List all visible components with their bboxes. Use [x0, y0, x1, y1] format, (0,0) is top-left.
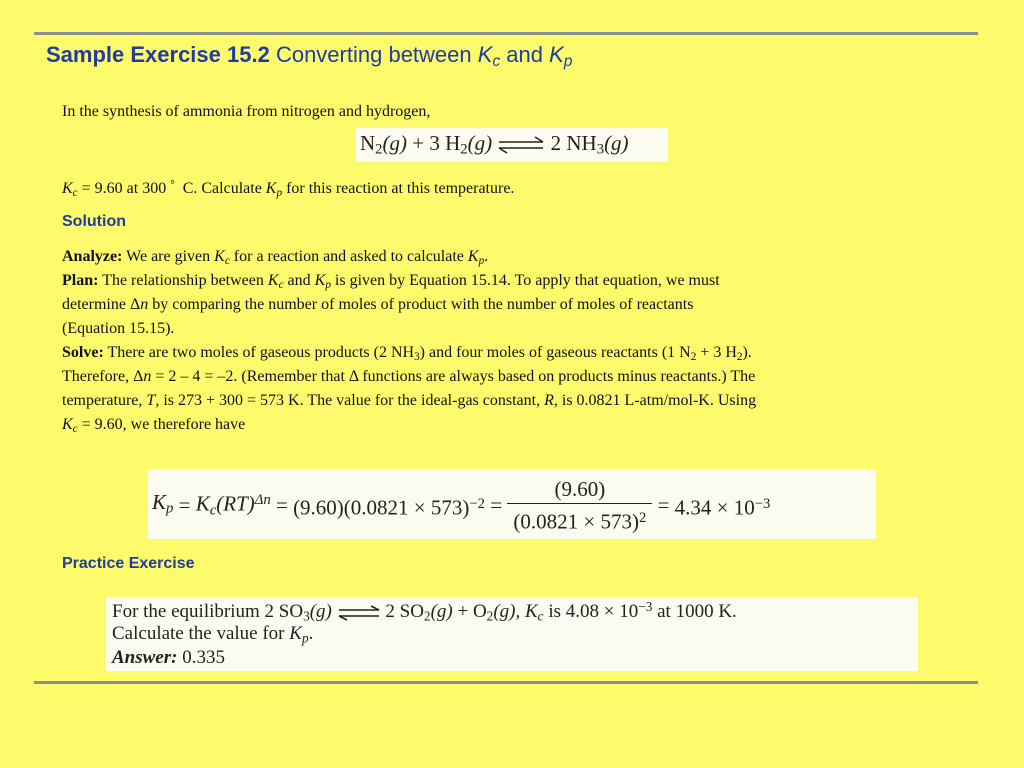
plan-line-3: (Equation 15.15).	[62, 320, 175, 337]
reaction-equation: $N_2(g) + 3$ $H_2(g)$ 2 $NH_3(g)$	[356, 128, 668, 162]
solve-line-3: temperature, T, is 273 + 300 = 573 K. The value for the ideal-gas constant, R, is 0.0821 L-atm/mol-K. Using	[62, 392, 757, 409]
practice-line-2: Calculate the value for $K_p$.	[112, 623, 314, 646]
fraction-numerator: (9.60)	[507, 475, 652, 504]
solution-heading: Solution	[62, 213, 126, 230]
plan-line-1: Plan: The relationship between $K_c$ and $K_p$ is given by Equation 15.14. To apply that equation, we must	[62, 272, 720, 291]
intro-text: In the synthesis of ammonia from nitrogen and hydrogen,	[62, 103, 431, 120]
practice-exercise-box	[106, 597, 918, 671]
solve-line-2: Therefore, Δn = 2 – 4 = –2. (Remember that Δ functions are always based on products minus reactants.) The	[62, 368, 756, 385]
top-rule	[34, 32, 978, 35]
fraction-denominator: $(0.0821 \times 573)^2$	[513, 509, 647, 534]
equilibrium-arrow-icon	[497, 136, 545, 154]
analyze-line: Analyze: We are given $K_c$ for a reaction and asked to calculate $K_p$.	[62, 248, 489, 267]
solve-line-1: Solve: There are two moles of gaseous products (2 $NH_3$) and four moles of gaseous reactants (1 $N_2 + 3$ $H_2$).	[62, 344, 752, 363]
main-equation: $K_p = K_c(RT)^{\Delta n} = (9.60)(0.0821 \times 573)^{-2}$ = $\frac{(9.60)}{(0.0821 \times 573)^2}$ = $4.34 \times 10^{-3}$	[148, 469, 876, 539]
bottom-rule	[34, 681, 978, 684]
practice-line-1: For the equilibrium 2 $SO_3(g)$ 2 $SO_2(g) + O_2(g)$, $K_c$ is $4.08 \times 10^{-3}$ at 1000 K.	[112, 599, 737, 624]
page-title: Sample Exercise 15.2 Converting between $K_c$ and $K_p$	[46, 42, 573, 70]
solve-line-4: $K_c = 9.60$, we therefore have	[62, 416, 246, 435]
equilibrium-arrow-icon	[337, 605, 381, 621]
given-text: $K_c = 9.60$ at 300 ° C. Calculate $K_p$ for this reaction at this temperature.	[62, 179, 515, 199]
practice-answer: Answer: 0.335	[112, 647, 225, 668]
plan-line-2: determine Δn by comparing the number of moles of product with the number of moles of reactants	[62, 296, 694, 313]
practice-heading: Practice Exercise	[62, 555, 195, 572]
